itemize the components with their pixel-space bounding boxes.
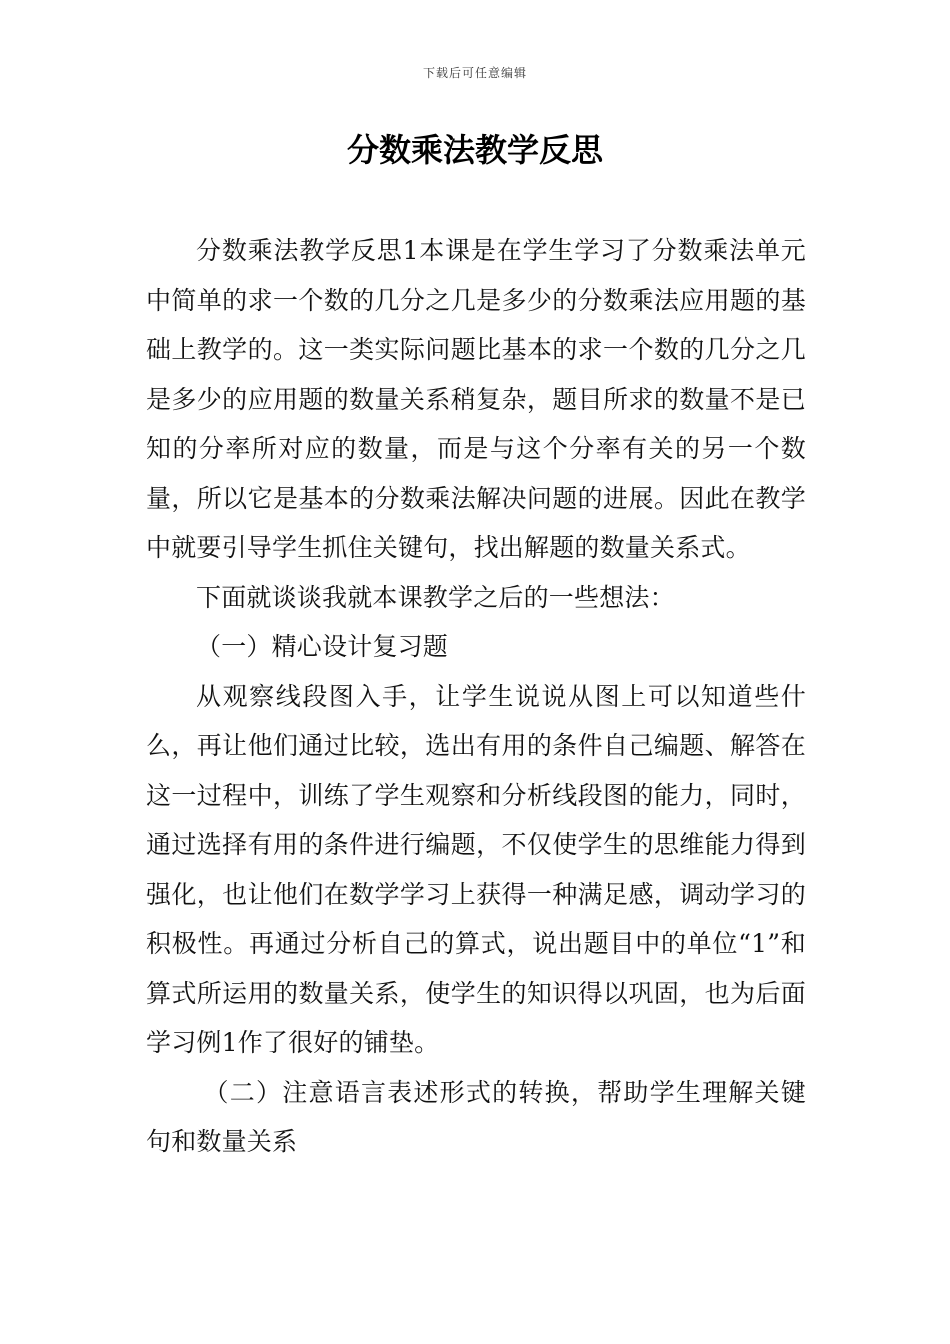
- paragraph-thoughts-lead: 下面就谈谈我就本课教学之后的一些想法：: [196, 582, 675, 612]
- header-note: 下载后可任意编辑: [422, 66, 527, 80]
- section-heading-1: （一）精心设计复习题: [196, 632, 449, 661]
- section-heading-2: （二）注意语言表述形式的转换，帮助学生理解关键句和数量关系: [146, 1077, 806, 1156]
- document-body: [146, 226, 806, 1167]
- paragraph-intro: 分数乘法教学反思1本课是在学生学习了分数乘法单元中简单的求一个数的几分之几是多少的分数乘法应用题的基础上教学的。这一类实际问题比基本的求一个数的几分之几是多少的应用题的数量关系稍复杂，题目所求的数量不是已知的分率所对应的数量，而是与这个分率有关的另一个数量，所以它是基本的分数乘法解决问题的进展。因此在教学中就要引导学生抓住关键句，找出解题的数量关系式。: [146, 236, 806, 562]
- document-title: 分数乘法教学反思: [346, 131, 603, 169]
- paragraph-review-design: 从观察线段图入手，让学生说说从图上可以知道些什么，再让他们通过比较，选出有用的条件自己编题、解答在这一过程中，训练了学生观察和分析线段图的能力，同时，通过选择有用的条件进行编题，不仅使学生的思维能力得到强化，也让他们在数学学习上获得一种满足感，调动学习的积极性。再通过分析自己的算式，说出题目中的单位“1”和算式所运用的数量关系，使学生的知识得以巩固，也为后面学习例1作了很好的铺垫。: [146, 681, 806, 1057]
